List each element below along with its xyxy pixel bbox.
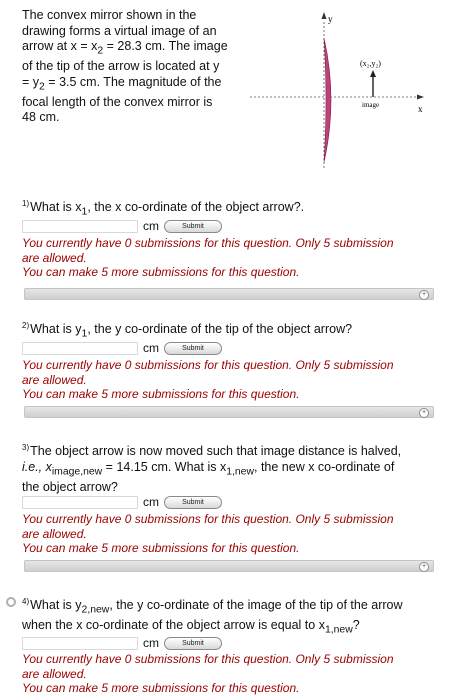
question-line bbox=[22, 594, 432, 618]
answer-row-1 bbox=[22, 220, 222, 236]
question-text: , the new x co-ordinate of bbox=[254, 459, 395, 474]
problem-statement bbox=[22, 8, 240, 126]
intro-line: The convex mirror shown in the bbox=[22, 8, 197, 22]
convex-mirror bbox=[324, 38, 331, 162]
question-3 bbox=[22, 440, 432, 495]
question-line bbox=[22, 440, 432, 460]
submit-button[interactable]: Submit bbox=[164, 220, 222, 233]
message-line: You currently have 0 submissions for this question. Only 5 submission bbox=[22, 512, 394, 526]
message-line: You currently have 0 submissions for this question. Only 5 submission bbox=[22, 358, 394, 372]
submit-button[interactable]: Submit bbox=[164, 496, 222, 509]
subscript: 1 bbox=[81, 328, 88, 340]
question-text: What is x bbox=[30, 200, 82, 215]
expand-bar-2[interactable] bbox=[24, 406, 434, 418]
unit-label: cm bbox=[143, 495, 159, 509]
expand-bar-3[interactable] bbox=[24, 560, 434, 572]
unit-label: cm bbox=[143, 636, 159, 650]
subscript: 2 bbox=[97, 45, 104, 57]
answer-row-3 bbox=[22, 496, 222, 512]
intro-text: = 28.3 cm. The image bbox=[103, 39, 228, 53]
message-line: You can make 5 more submissions for this question. bbox=[22, 387, 300, 401]
message-line: You currently have 0 submissions for this question. Only 5 submission bbox=[22, 652, 394, 666]
subscript: 2,new bbox=[81, 604, 110, 616]
intro-line: of the tip of the arrow is located at y bbox=[22, 59, 220, 73]
message-line: are allowed. bbox=[22, 372, 87, 387]
message-line: are allowed. bbox=[22, 526, 87, 541]
answer-input[interactable] bbox=[22, 342, 138, 355]
submission-message-4 bbox=[22, 652, 434, 696]
expand-bar-1[interactable] bbox=[24, 288, 434, 300]
message-line: are allowed. bbox=[22, 250, 87, 265]
subscript: 1,new bbox=[324, 624, 353, 636]
x-axis-arrow-icon bbox=[417, 95, 424, 100]
question-status-radio[interactable] bbox=[6, 597, 16, 607]
image-arrow-head-icon bbox=[370, 70, 376, 77]
question-1 bbox=[22, 196, 432, 220]
question-line bbox=[22, 618, 432, 638]
intro-text: = y bbox=[22, 74, 40, 89]
expand-icon: + bbox=[419, 408, 429, 418]
intro-text: arrow at x = x bbox=[22, 39, 98, 53]
subscript: 2 bbox=[39, 81, 45, 92]
message-line: are allowed. bbox=[22, 666, 87, 681]
answer-input[interactable] bbox=[22, 220, 138, 233]
question-text: What is y bbox=[30, 598, 82, 613]
question-text: , the y co-ordinate of the image of the tip of the arrow bbox=[109, 598, 403, 613]
message-line: You can make 5 more submissions for this question. bbox=[22, 541, 300, 555]
answer-input[interactable] bbox=[22, 637, 138, 650]
unit-label: cm bbox=[143, 219, 159, 233]
answer-row-2 bbox=[22, 342, 222, 358]
submit-button[interactable]: Submit bbox=[164, 637, 222, 650]
intro-line bbox=[22, 75, 240, 95]
submit-button[interactable]: Submit bbox=[164, 342, 222, 355]
subscript: 1,new bbox=[226, 466, 254, 478]
intro-line bbox=[22, 39, 240, 59]
question-number: 2) bbox=[22, 321, 30, 330]
subscript: image,new bbox=[51, 466, 103, 478]
question-text: , the y co-ordinate of the tip of the object arrow? bbox=[87, 322, 353, 337]
expand-icon: + bbox=[419, 562, 429, 572]
convex-mirror-diagram bbox=[240, 8, 450, 173]
image-tip-label: (x₂,y₂) bbox=[360, 59, 381, 68]
question-text: i.e., x bbox=[22, 459, 52, 474]
answer-input[interactable] bbox=[22, 496, 138, 509]
submission-message-3 bbox=[22, 512, 434, 556]
subscript: 1 bbox=[81, 206, 88, 218]
intro-line: 48 cm. bbox=[22, 110, 60, 124]
question-2 bbox=[22, 318, 432, 342]
submission-message-1 bbox=[22, 236, 434, 280]
expand-icon: + bbox=[419, 290, 429, 300]
question-4 bbox=[22, 594, 432, 638]
image-label: image bbox=[362, 101, 380, 109]
question-number: 4) bbox=[22, 597, 30, 606]
x-axis-label: x bbox=[418, 104, 423, 114]
question-text: , the x co-ordinate of the object arrow?. bbox=[87, 200, 305, 215]
question-line: the object arrow? bbox=[22, 479, 118, 494]
answer-row-4 bbox=[22, 637, 222, 653]
question-text: when the x co-ordinate of the object arrow is equal to x bbox=[22, 618, 325, 633]
message-line: You can make 5 more submissions for this question. bbox=[22, 265, 300, 279]
question-line bbox=[22, 460, 432, 480]
message-line: You currently have 0 submissions for this question. Only 5 submission bbox=[22, 236, 394, 250]
question-text: = 14.15 cm. What is x bbox=[102, 459, 227, 474]
intro-text: = 3.5 cm. The magnitude of the bbox=[44, 74, 222, 89]
question-text: The object arrow is now moved such that image distance is halved, bbox=[30, 444, 402, 459]
intro-line: drawing forms a virtual image of an bbox=[22, 23, 217, 38]
y-axis-label: y bbox=[328, 14, 333, 24]
intro-line: focal length of the convex mirror is bbox=[22, 94, 213, 109]
message-line: You can make 5 more submissions for this question. bbox=[22, 681, 300, 695]
question-number: 3) bbox=[22, 443, 30, 452]
question-text: What is y bbox=[30, 322, 82, 337]
submission-message-2 bbox=[22, 358, 434, 402]
y-axis-arrow-icon bbox=[322, 12, 327, 19]
question-text: ? bbox=[352, 618, 360, 633]
question-number: 1) bbox=[22, 199, 30, 208]
unit-label: cm bbox=[143, 341, 159, 355]
